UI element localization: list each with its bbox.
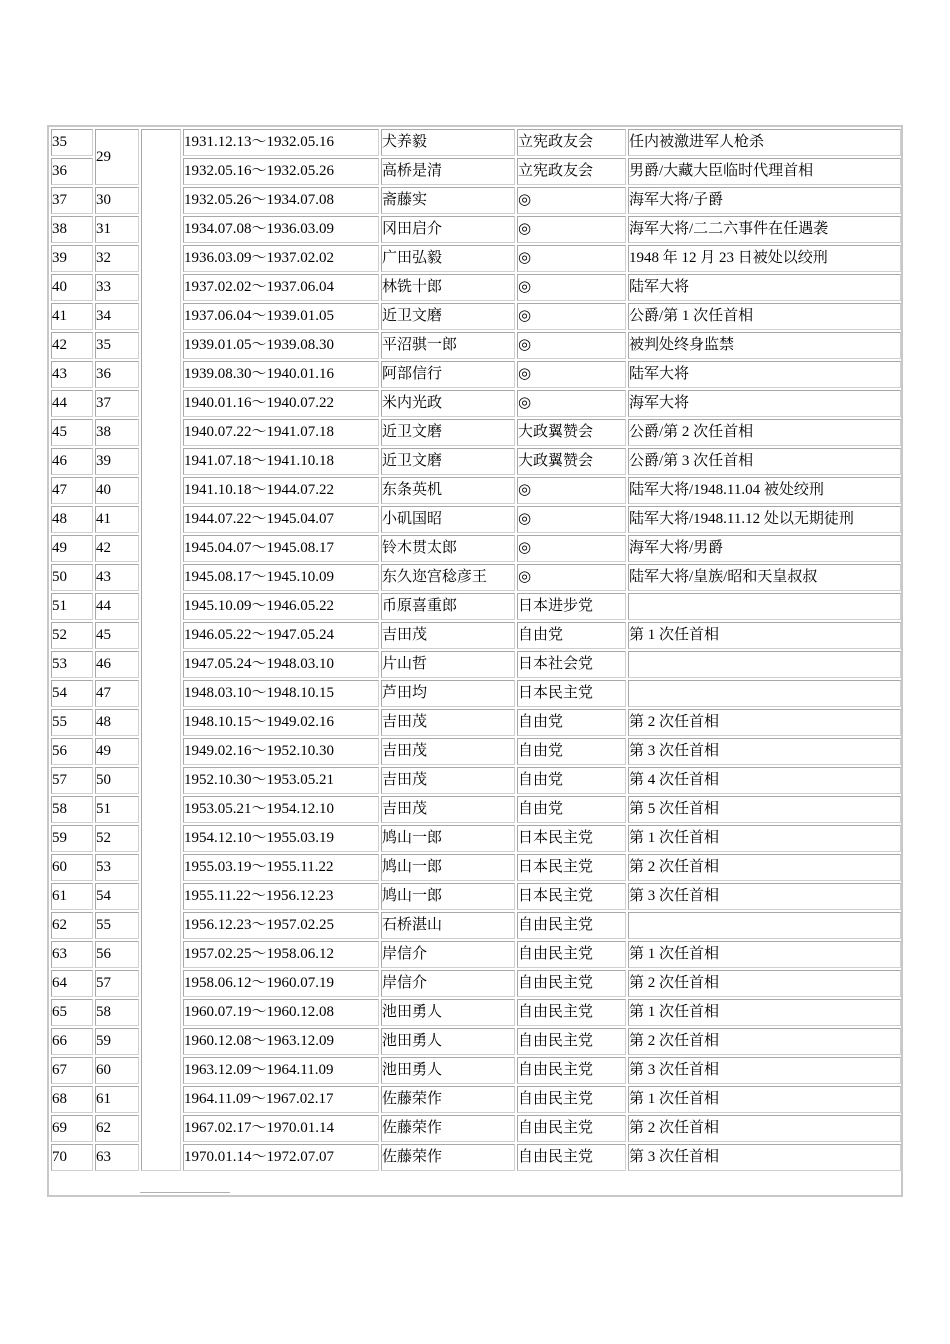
cell-note: [628, 912, 901, 939]
cell-name: 阿部信行: [381, 361, 515, 388]
cell-no: 36: [51, 158, 93, 185]
cell-no: 39: [51, 245, 93, 272]
cell-name: 斋藤实: [381, 187, 515, 214]
cell-party: ◎: [517, 332, 626, 359]
cell-party: ◎: [517, 535, 626, 562]
cell-name: 币原喜重郎: [381, 593, 515, 620]
cell-gen: 61: [95, 1086, 139, 1113]
cell-gen: 56: [95, 941, 139, 968]
cell-name: 平沼骐一郎: [381, 332, 515, 359]
cell-no: 40: [51, 274, 93, 301]
cell-name: 石桥湛山: [381, 912, 515, 939]
cell-note: 第 1 次任首相: [628, 1086, 901, 1113]
cell-gen: 36: [95, 361, 139, 388]
cell-gen: 59: [95, 1028, 139, 1055]
cell-term: 1963.12.09～1964.11.09: [183, 1057, 379, 1084]
cell-party: 自由民主党: [517, 912, 626, 939]
cell-party: 自由党: [517, 709, 626, 736]
cell-name: 东久迩宫稔彦王: [381, 564, 515, 591]
cell-no: 64: [51, 970, 93, 997]
cell-term: 1945.04.07～1945.08.17: [183, 535, 379, 562]
cell-gen: 49: [95, 738, 139, 765]
cell-note: [628, 651, 901, 678]
cell-gen: 48: [95, 709, 139, 736]
cell-gen: 55: [95, 912, 139, 939]
cell-note: 海军大将/男爵: [628, 535, 901, 562]
cell-party: ◎: [517, 303, 626, 330]
cell-name: 东条英机: [381, 477, 515, 504]
cell-term: 1932.05.26～1934.07.08: [183, 187, 379, 214]
cell-name: 近卫文磨: [381, 419, 515, 446]
cell-no: 47: [51, 477, 93, 504]
cell-gen: 33: [95, 274, 139, 301]
cell-term: 1955.11.22～1956.12.23: [183, 883, 379, 910]
cell-no: 52: [51, 622, 93, 649]
cell-name: 鸠山一郎: [381, 854, 515, 881]
cell-no: 70: [51, 1144, 93, 1171]
cell-gen: 37: [95, 390, 139, 417]
cell-name: 吉田茂: [381, 622, 515, 649]
cell-term: 1960.07.19～1960.12.08: [183, 999, 379, 1026]
cell-note: 陆军大将: [628, 274, 901, 301]
cell-party: 自由民主党: [517, 1144, 626, 1171]
cell-term: 1958.06.12～1960.07.19: [183, 970, 379, 997]
cell-gen: 51: [95, 796, 139, 823]
cell-gen: 32: [95, 245, 139, 272]
cell-gen: 31: [95, 216, 139, 243]
cell-party: ◎: [517, 216, 626, 243]
cell-term: 1967.02.17～1970.01.14: [183, 1115, 379, 1142]
cell-term: 1934.07.08～1936.03.09: [183, 216, 379, 243]
cell-name: 芦田均: [381, 680, 515, 707]
cell-no: 41: [51, 303, 93, 330]
cell-party: 日本民主党: [517, 883, 626, 910]
cell-note: 被判处终身监禁: [628, 332, 901, 359]
cell-note: 第 2 次任首相: [628, 854, 901, 881]
cell-gen: 60: [95, 1057, 139, 1084]
cell-gen: 46: [95, 651, 139, 678]
cell-note: 公爵/第 3 次任首相: [628, 448, 901, 475]
cell-note: 男爵/大藏大臣临时代理首相: [628, 158, 901, 185]
cell-note: 陆军大将/皇族/昭和天皇叔叔: [628, 564, 901, 591]
blank-column-cell: [141, 129, 181, 1171]
cell-term: 1964.11.09～1967.02.17: [183, 1086, 379, 1113]
table-bottom-divider: [140, 1192, 230, 1198]
cell-note: 第 3 次任首相: [628, 738, 901, 765]
cell-gen: 43: [95, 564, 139, 591]
cell-no: 42: [51, 332, 93, 359]
cell-name: 吉田茂: [381, 738, 515, 765]
cell-gen: 40: [95, 477, 139, 504]
cell-term: 1953.05.21～1954.12.10: [183, 796, 379, 823]
cell-no: 58: [51, 796, 93, 823]
cell-note: 第 3 次任首相: [628, 1144, 901, 1171]
cell-note: 第 5 次任首相: [628, 796, 901, 823]
cell-gen: 42: [95, 535, 139, 562]
cell-term: 1955.03.19～1955.11.22: [183, 854, 379, 881]
cell-no: 37: [51, 187, 93, 214]
cell-no: 35: [51, 129, 93, 156]
cell-note: 陆军大将/1948.11.12 处以无期徒刑: [628, 506, 901, 533]
cell-name: 小矶国昭: [381, 506, 515, 533]
prime-minister-table: [49, 127, 903, 1173]
cell-no: 60: [51, 854, 93, 881]
cell-party: ◎: [517, 477, 626, 504]
cell-gen: 63: [95, 1144, 139, 1171]
cell-term: 1941.10.18～1944.07.22: [183, 477, 379, 504]
cell-gen: 57: [95, 970, 139, 997]
prime-minister-table-frame: [47, 125, 903, 1197]
cell-term: 1937.02.02～1937.06.04: [183, 274, 379, 301]
cell-no: 55: [51, 709, 93, 736]
cell-no: 38: [51, 216, 93, 243]
cell-note: 第 2 次任首相: [628, 970, 901, 997]
cell-name: 吉田茂: [381, 767, 515, 794]
cell-name: 高桥是清: [381, 158, 515, 185]
cell-party: 日本社会党: [517, 651, 626, 678]
cell-note: 第 1 次任首相: [628, 999, 901, 1026]
cell-no: 59: [51, 825, 93, 852]
cell-name: 近卫文磨: [381, 303, 515, 330]
cell-name: 池田勇人: [381, 1028, 515, 1055]
cell-party: ◎: [517, 506, 626, 533]
cell-party: ◎: [517, 274, 626, 301]
cell-no: 45: [51, 419, 93, 446]
cell-party: 自由民主党: [517, 1028, 626, 1055]
cell-party: 立宪政友会: [517, 129, 626, 156]
cell-name: 岸信介: [381, 970, 515, 997]
cell-gen: 53: [95, 854, 139, 881]
cell-no: 46: [51, 448, 93, 475]
cell-party: 日本民主党: [517, 680, 626, 707]
cell-term: 1939.08.30～1940.01.16: [183, 361, 379, 388]
cell-party: 大政翼赞会: [517, 448, 626, 475]
cell-party: 自由党: [517, 622, 626, 649]
cell-party: 日本进步党: [517, 593, 626, 620]
cell-term: 1957.02.25～1958.06.12: [183, 941, 379, 968]
cell-no: 54: [51, 680, 93, 707]
cell-term: 1931.12.13～1932.05.16: [183, 129, 379, 156]
cell-no: 53: [51, 651, 93, 678]
cell-no: 65: [51, 999, 93, 1026]
cell-party: 立宪政友会: [517, 158, 626, 185]
cell-name: 鸠山一郎: [381, 825, 515, 852]
cell-term: 1945.10.09～1946.05.22: [183, 593, 379, 620]
cell-note: 海军大将: [628, 390, 901, 417]
cell-term: 1970.01.14～1972.07.07: [183, 1144, 379, 1171]
cell-gen: 62: [95, 1115, 139, 1142]
cell-party: ◎: [517, 361, 626, 388]
cell-party: 自由党: [517, 738, 626, 765]
cell-note: 第 2 次任首相: [628, 1115, 901, 1142]
cell-term: 1944.07.22～1945.04.07: [183, 506, 379, 533]
cell-term: 1940.07.22～1941.07.18: [183, 419, 379, 446]
cell-note: [628, 680, 901, 707]
cell-name: 池田勇人: [381, 1057, 515, 1084]
cell-note: 海军大将/子爵: [628, 187, 901, 214]
cell-note: 公爵/第 1 次任首相: [628, 303, 901, 330]
cell-no: 67: [51, 1057, 93, 1084]
cell-name: 犬养毅: [381, 129, 515, 156]
cell-term: 1939.01.05～1939.08.30: [183, 332, 379, 359]
cell-no: 69: [51, 1115, 93, 1142]
cell-gen: 39: [95, 448, 139, 475]
cell-gen: 38: [95, 419, 139, 446]
cell-note: 陆军大将: [628, 361, 901, 388]
cell-gen: 41: [95, 506, 139, 533]
cell-note: 第 1 次任首相: [628, 825, 901, 852]
cell-party: 大政翼赞会: [517, 419, 626, 446]
cell-no: 51: [51, 593, 93, 620]
cell-gen: 58: [95, 999, 139, 1026]
cell-party: 自由党: [517, 767, 626, 794]
cell-term: 1952.10.30～1953.05.21: [183, 767, 379, 794]
cell-gen: 54: [95, 883, 139, 910]
cell-name: 近卫文磨: [381, 448, 515, 475]
cell-term: 1940.01.16～1940.07.22: [183, 390, 379, 417]
cell-party: 自由民主党: [517, 1115, 626, 1142]
cell-party: 自由党: [517, 796, 626, 823]
cell-name: 林铣十郎: [381, 274, 515, 301]
cell-party: 自由民主党: [517, 1057, 626, 1084]
cell-note: 第 3 次任首相: [628, 1057, 901, 1084]
cell-party: 自由民主党: [517, 1086, 626, 1113]
cell-name: 佐藤荣作: [381, 1086, 515, 1113]
cell-term: 1937.06.04～1939.01.05: [183, 303, 379, 330]
cell-gen: 50: [95, 767, 139, 794]
cell-term: 1948.10.15～1949.02.16: [183, 709, 379, 736]
cell-term: 1941.07.18～1941.10.18: [183, 448, 379, 475]
cell-no: 57: [51, 767, 93, 794]
cell-name: 米内光政: [381, 390, 515, 417]
cell-no: 48: [51, 506, 93, 533]
cell-name: 佐藤荣作: [381, 1144, 515, 1171]
cell-no: 44: [51, 390, 93, 417]
cell-note: 第 1 次任首相: [628, 941, 901, 968]
cell-note: 陆军大将/1948.11.04 被处绞刑: [628, 477, 901, 504]
cell-gen: 47: [95, 680, 139, 707]
cell-note: 第 3 次任首相: [628, 883, 901, 910]
cell-name: 吉田茂: [381, 796, 515, 823]
cell-note: 第 2 次任首相: [628, 1028, 901, 1055]
cell-note: 第 2 次任首相: [628, 709, 901, 736]
cell-name: 片山哲: [381, 651, 515, 678]
cell-no: 50: [51, 564, 93, 591]
cell-party: 日本民主党: [517, 825, 626, 852]
cell-gen: 44: [95, 593, 139, 620]
table-row: [51, 129, 901, 156]
cell-term: 1936.03.09～1937.02.02: [183, 245, 379, 272]
cell-name: 岸信介: [381, 941, 515, 968]
cell-no: 62: [51, 912, 93, 939]
cell-party: ◎: [517, 187, 626, 214]
cell-party: 日本民主党: [517, 854, 626, 881]
cell-party: ◎: [517, 245, 626, 272]
cell-gen: 35: [95, 332, 139, 359]
cell-no: 49: [51, 535, 93, 562]
cell-name: 吉田茂: [381, 709, 515, 736]
cell-term: 1932.05.16～1932.05.26: [183, 158, 379, 185]
cell-note: [628, 593, 901, 620]
cell-note: 公爵/第 2 次任首相: [628, 419, 901, 446]
cell-term: 1947.05.24～1948.03.10: [183, 651, 379, 678]
cell-no: 56: [51, 738, 93, 765]
cell-no: 63: [51, 941, 93, 968]
cell-no: 43: [51, 361, 93, 388]
cell-no: 66: [51, 1028, 93, 1055]
cell-term: 1949.02.16～1952.10.30: [183, 738, 379, 765]
cell-party: 自由民主党: [517, 999, 626, 1026]
cell-note: 第 1 次任首相: [628, 622, 901, 649]
cell-party: 自由民主党: [517, 970, 626, 997]
cell-term: 1960.12.08～1963.12.09: [183, 1028, 379, 1055]
cell-note: 海军大将/二二六事件在任遇袭: [628, 216, 901, 243]
cell-gen: 29: [95, 129, 139, 185]
cell-party: ◎: [517, 390, 626, 417]
cell-party: ◎: [517, 564, 626, 591]
cell-name: 冈田启介: [381, 216, 515, 243]
cell-term: 1956.12.23～1957.02.25: [183, 912, 379, 939]
cell-term: 1948.03.10～1948.10.15: [183, 680, 379, 707]
cell-name: 铃木贯太郎: [381, 535, 515, 562]
cell-party: 自由民主党: [517, 941, 626, 968]
cell-note: 1948 年 12 月 23 日被处以绞刑: [628, 245, 901, 272]
cell-note: 任内被激进军人枪杀: [628, 129, 901, 156]
cell-gen: 45: [95, 622, 139, 649]
cell-gen: 52: [95, 825, 139, 852]
cell-term: 1946.05.22～1947.05.24: [183, 622, 379, 649]
cell-term: 1945.08.17～1945.10.09: [183, 564, 379, 591]
cell-name: 鸠山一郎: [381, 883, 515, 910]
table-body: [51, 129, 901, 1171]
cell-gen: 34: [95, 303, 139, 330]
cell-term: 1954.12.10～1955.03.19: [183, 825, 379, 852]
cell-no: 68: [51, 1086, 93, 1113]
cell-name: 佐藤荣作: [381, 1115, 515, 1142]
cell-note: 第 4 次任首相: [628, 767, 901, 794]
cell-name: 广田弘毅: [381, 245, 515, 272]
cell-no: 61: [51, 883, 93, 910]
cell-gen: 30: [95, 187, 139, 214]
cell-name: 池田勇人: [381, 999, 515, 1026]
